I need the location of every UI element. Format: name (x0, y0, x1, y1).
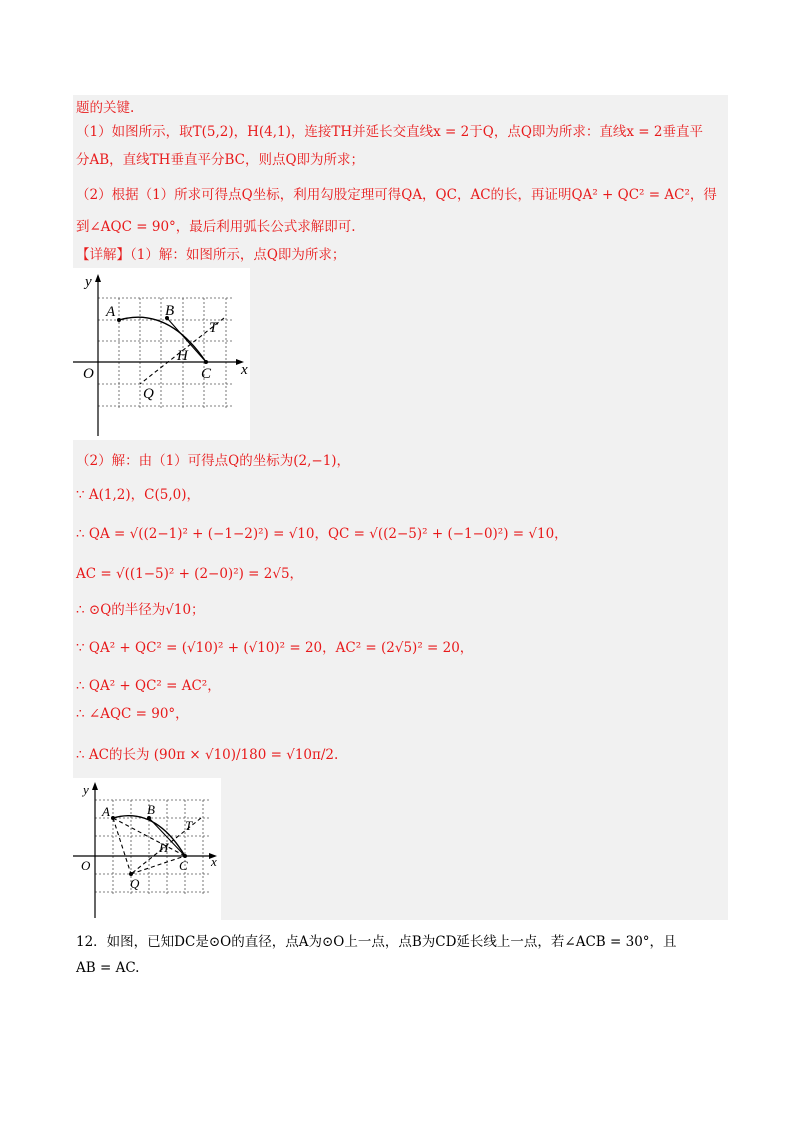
solution-line-6 (76, 245, 345, 265)
solution-line-8 (76, 485, 200, 505)
line-11-text: ∴ ⊙Q的半径为√10； (76, 602, 205, 618)
figure-2-label-o: O (81, 858, 91, 873)
figure-1-label-a: A (106, 304, 116, 320)
figure-2-label-c: C (179, 858, 188, 873)
figure-1-label-q: Q (143, 386, 154, 402)
figure-1 (73, 268, 250, 440)
figure-1-point-a (117, 318, 121, 322)
figure-1-label-x: x (241, 362, 248, 378)
solution-line-7 (76, 451, 350, 471)
line-13-text: ∴ QA² + QC² = AC²， (76, 678, 221, 694)
line-12-text: ∵ QA² + QC² = (√10)² + (√10)² = 20，AC² = (2√5)² = 20， (76, 640, 474, 656)
figure-2-point-a (111, 816, 115, 820)
figure-1-label-o: O (83, 366, 94, 382)
line-15-text: ∴ AC的长为 (90π × √10)/180 = √10π/2. (76, 747, 339, 763)
solution-line-11 (76, 600, 205, 620)
solution-line-15 (76, 745, 338, 765)
figure-2-axes (73, 782, 217, 918)
line-1-text: 题的关键. (76, 100, 135, 116)
solution-line-2 (76, 122, 703, 142)
figure-1-arc (119, 317, 206, 362)
figure-1-label-h: H (177, 348, 188, 364)
solution-line-3 (76, 150, 364, 170)
solution-line-9 (76, 524, 568, 544)
figure-1-label-b: B (165, 303, 175, 319)
solution-line-12 (76, 638, 473, 658)
figure-2-label-a: A (102, 804, 110, 819)
line-3-text: 分AB，直线TH垂直平分BC，则点Q即为所求； (76, 152, 365, 168)
figure-2-label-x: x (211, 854, 217, 869)
figure-1-point-c (204, 360, 208, 364)
solution-line-1 (76, 98, 134, 118)
solution-line-5 (76, 217, 356, 237)
figure-2-diagram (73, 778, 221, 920)
line-5-text: 到∠AQC = 90°，最后利用弧长公式求解即可. (76, 219, 356, 235)
solution-line-13 (76, 676, 221, 696)
line-14-text: ∴ ∠AQC = 90°， (76, 706, 189, 722)
line-10-text: AC = √((1−5)² + (2−0)²) = 2√5， (76, 566, 304, 582)
line-6-text: 【详解】（1）解：如图所示，点Q即为所求； (76, 247, 346, 263)
figure-1-label-y: y (85, 274, 92, 290)
figure-2-label-h: H (159, 840, 169, 855)
line-2-text: （1）如图所示，取T(5,2)，H(4,1)，连接TH并延长交直线x = 2于Q，点Q即为所求：直线x = 2垂直平 (76, 124, 703, 140)
figure-1-label-c: C (201, 366, 212, 382)
solution-line-10 (76, 564, 303, 584)
figure-2-label-b: B (147, 802, 155, 817)
figure-2-label-y: y (83, 782, 89, 797)
question-12-line-1: 12．如图，已知DC是⊙O的直径，点A为⊙O上一点，点B为CD延长线上一点，若∠ACB = 30°，且 (76, 934, 677, 950)
figure-1-label-t: T (209, 320, 218, 336)
line-9-text: ∴ QA = √((2−1)² + (−1−2)²) = √10，QC = √((2−5)² + (−1−0)²) = √10， (76, 526, 568, 542)
solution-line-14 (76, 704, 189, 724)
line-4-text: （2）根据（1）所求可得点Q坐标，利用勾股定理可得QA，QC，AC的长，再证明QA² + QC² = AC²，得 (76, 187, 717, 203)
figure-2 (73, 778, 221, 920)
solution-line-4 (76, 185, 717, 205)
figure-2-label-t: T (185, 818, 193, 833)
line-8-text: ∵ A(1,2)，C(5,0)， (76, 487, 200, 503)
line-7-text: （2）解：由（1）可得点Q的坐标为(2,−1)， (76, 453, 351, 469)
figure-2-label-q: Q (130, 876, 140, 891)
figure-1-diagram (73, 268, 250, 440)
question-12-line-2: AB = AC. (76, 960, 140, 976)
